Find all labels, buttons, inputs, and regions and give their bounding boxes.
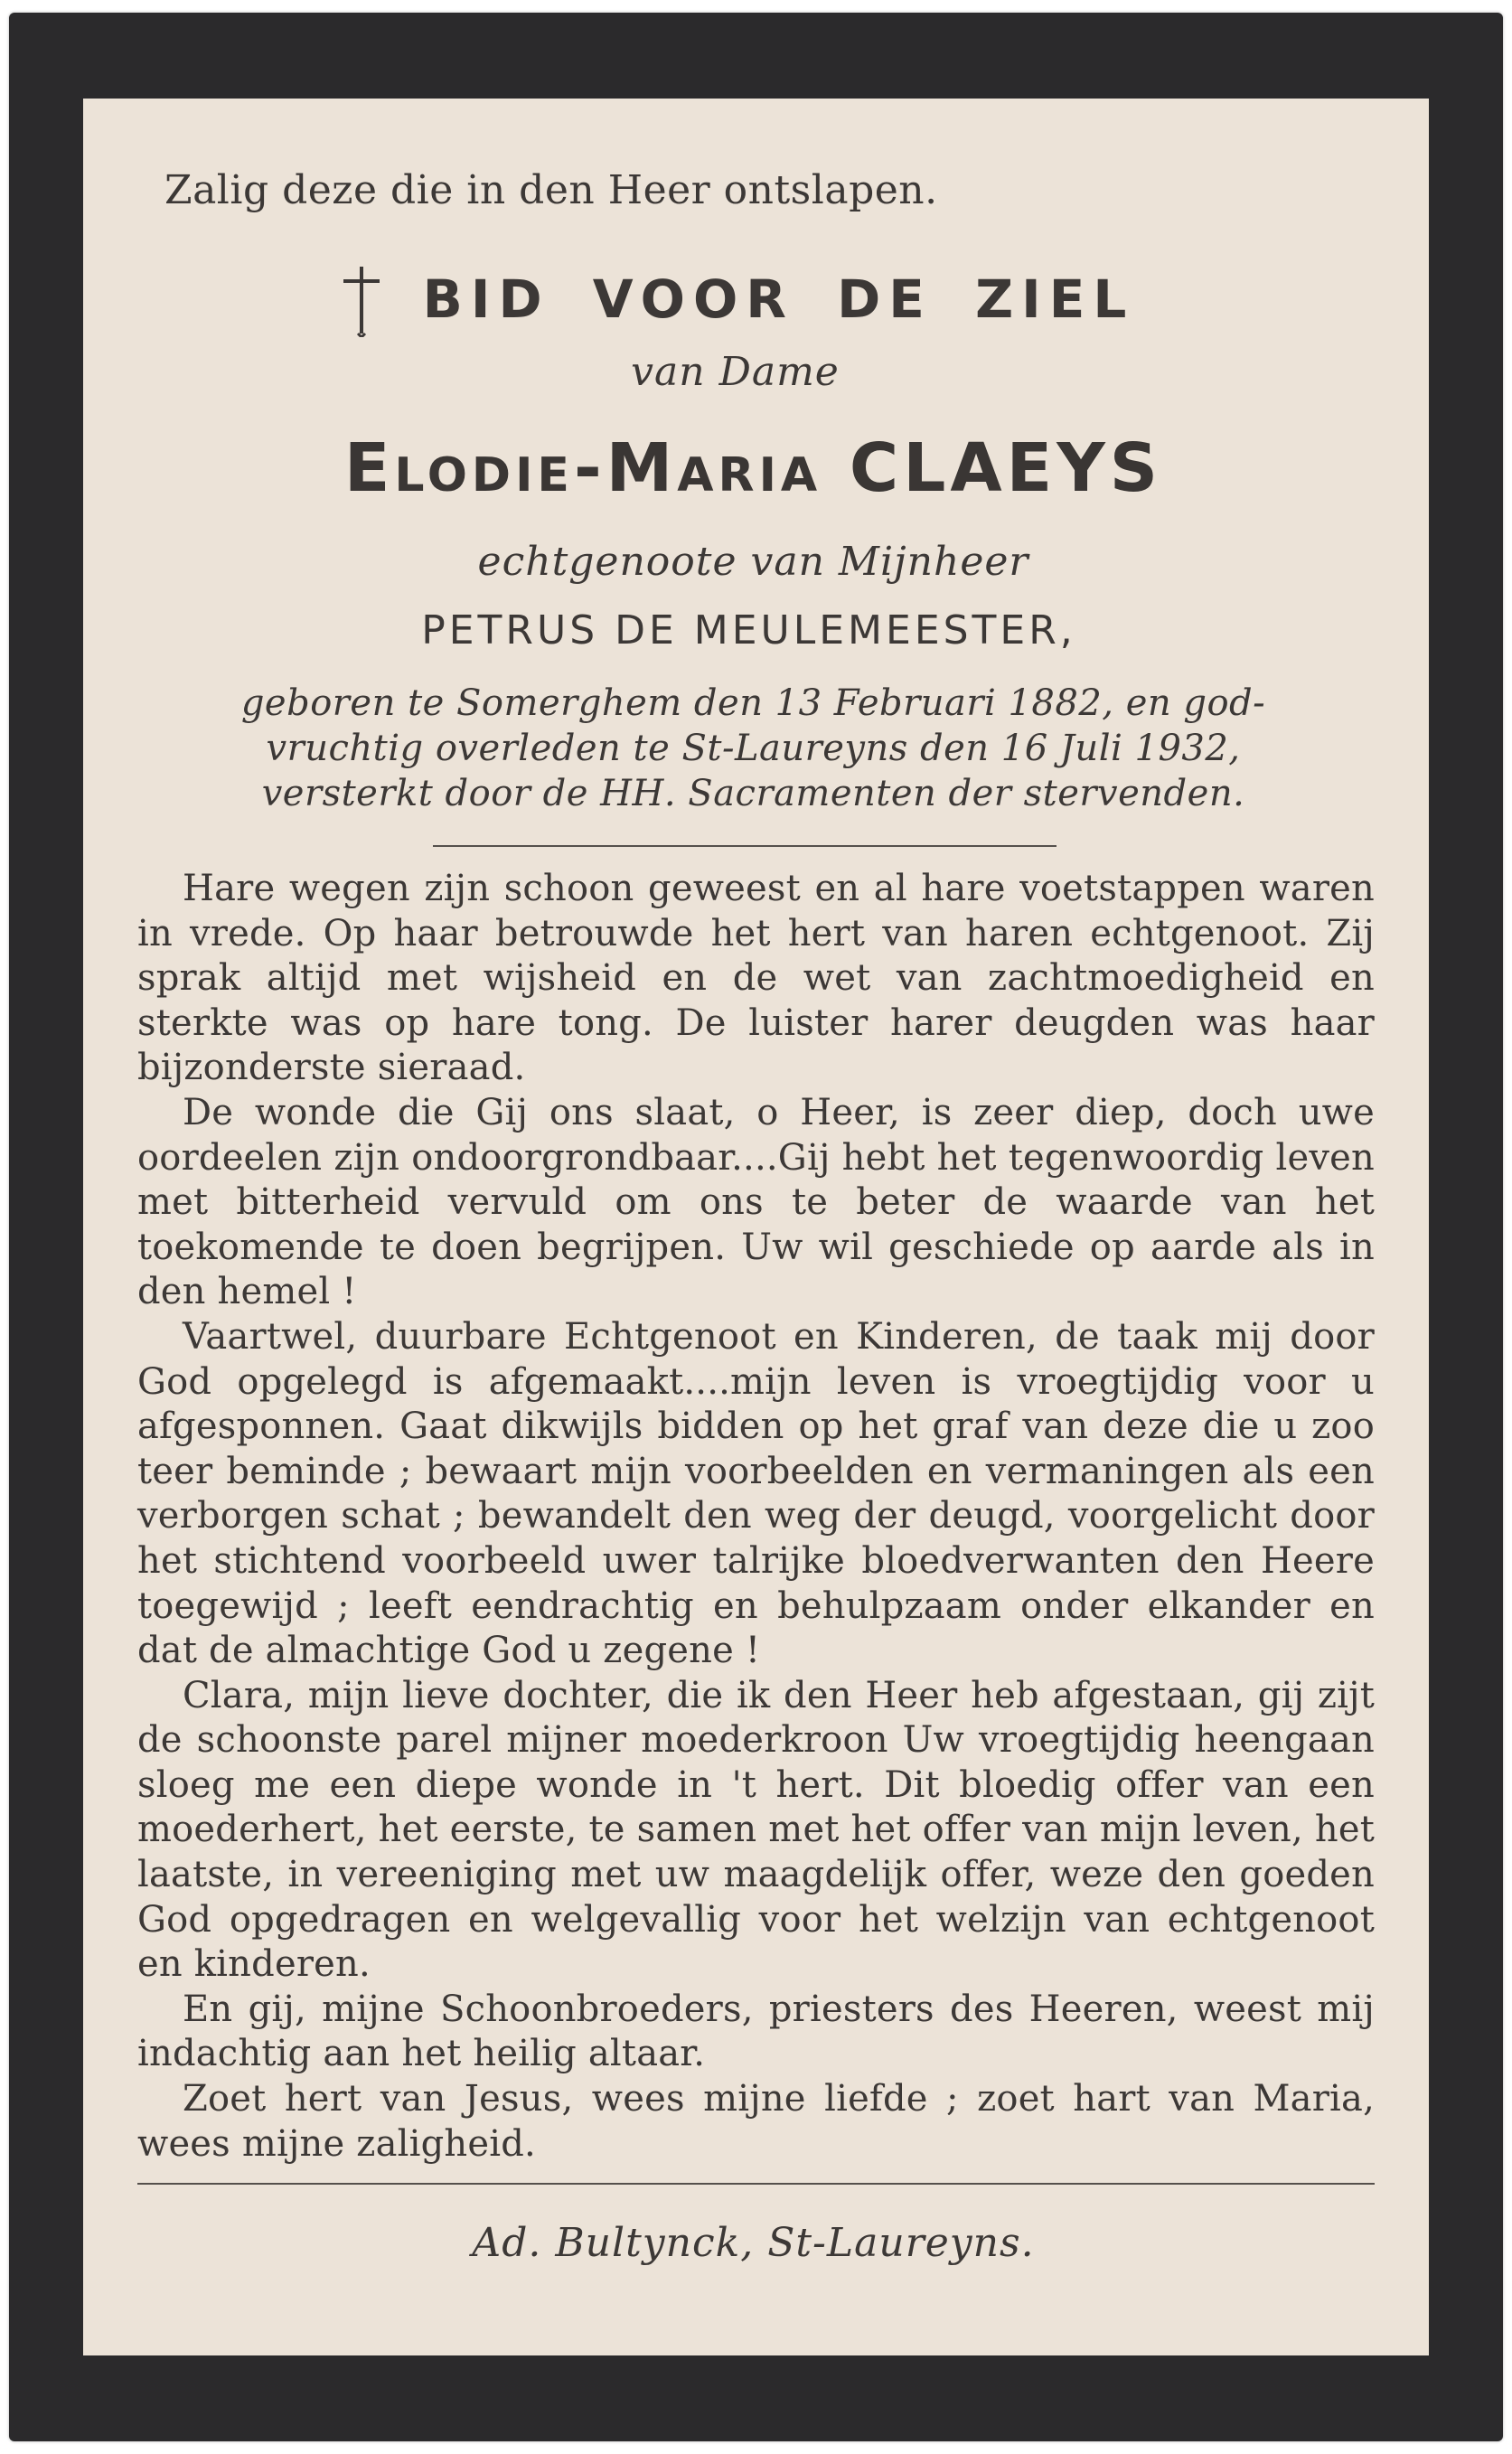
- biography-line: versterkt door de HH. Sacramenten der stervenden.: [261, 773, 1245, 814]
- memorial-text: [137, 867, 1375, 2167]
- paragraph: De wonde die Gij ons slaat, o Heer, is zeer diep, doch uwe oordeelen zijn ondoorgrondbaar....Gij hebt het tegenwoordig leven met bitterheid vervuld om ons te beter de waarde van het toekomende te doen begrijpen. Uw wil geschiede op aarde als in den hemel !: [137, 1091, 1375, 1313]
- cross-icon: [336, 261, 387, 337]
- prayer-heading-row: [164, 261, 1360, 337]
- divider-bottom: [137, 2183, 1375, 2185]
- deceased-name: Elodie-Maria CLAEYS: [343, 429, 1163, 507]
- paragraph: Clara, mijn lieve dochter, die ik den Heer heb afgestaan, gij zijt de schoonste parel mijner moederkroon Uw vroegtijdig heengaan sloeg me een diepe wonde in 't hert. Dit bloedig offer van een moederhert, het eerste, te samen met het offer van mijn leven, het laatste, in vereeniging met uw maagdelijk offer, weze den goeden God opgedragen en welgevallig voor het welzijn van echtgenoot en kinderen.: [137, 1674, 1375, 1986]
- paragraph: En gij, mijne Schoonbroeders, priesters des Heeren, weest mij indachtig aan het heilig altaar.: [137, 1988, 1375, 2075]
- printer-credit: Ad. Bultynck, St-Laureyns.: [472, 2220, 1035, 2267]
- biography-line: vruchtig overleden te St-Laureyns den 16 Juli 1932,: [266, 728, 1241, 769]
- memorial-card-paper: [83, 99, 1429, 2355]
- spouse-name: PETRUS DE MEULEMEESTER,: [421, 607, 1076, 653]
- paragraph: Vaartwel, duurbare Echtgenoot en Kinderen, de taak mij door God opgelegd is afgemaakt....mijn leven is vroegtijdig voor u afgesponnen. Gaat dikwijls bidden op het graf van deze die u zoo teer beminde ; bewaart mijn voorbeelden en vermaningen als een verborgen schat ; bewandelt den weg der deugd, voorgelicht door het stichtend voorbeeld uwer talrijke bloedverwanten den Heere toegewijd ; leeft eendrachtig en behulpzaam onder elkander en dat de almachtige God u zegene !: [137, 1315, 1375, 1672]
- biography-line: geboren te Somerghem den 13 Februari 1882, en god-: [240, 682, 1266, 724]
- prayer-heading: BID VOOR DE ZIEL: [422, 268, 1135, 330]
- motto-line: Zalig deze die in den Heer ontslapen.: [164, 167, 938, 213]
- title-prefix: van Dame: [631, 349, 840, 395]
- paragraph: Hare wegen zijn schoon geweest en al hare voetstappen waren in vrede. Op haar betrouwde het hert van haren echtgenoot. Zij sprak altijd met wijsheid en de wet van zachtmoedigheid en sterkte was op hare tong. De luister harer deugden was haar bijzonderste sieraad.: [137, 868, 1375, 1089]
- memorial-card-border: [9, 13, 1503, 2441]
- divider-top: [433, 845, 1057, 847]
- biography: [164, 681, 1360, 816]
- paragraph: Zoet hert van Jesus, wees mijne liefde ; zoet hart van Maria, wees mijne zaligheid.: [137, 2078, 1375, 2165]
- spouse-intro: echtgenoote van Mijnheer: [477, 539, 1029, 585]
